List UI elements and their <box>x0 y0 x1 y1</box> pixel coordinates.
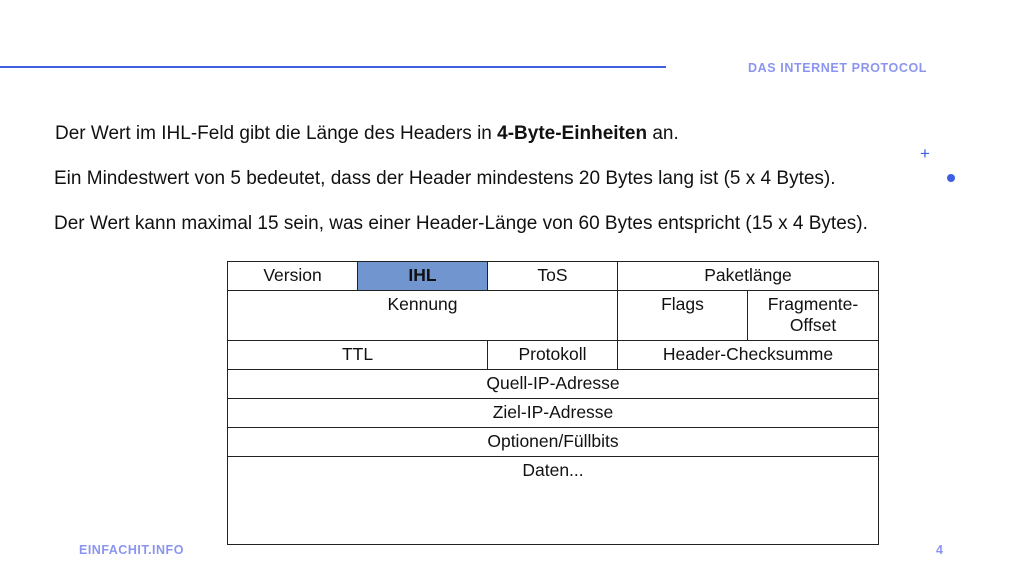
cell-daten: Daten... <box>228 457 879 545</box>
ip-header-table <box>227 261 879 545</box>
cell-fragment-offset-line2: Offset <box>789 315 837 335</box>
cell-protokoll: Protokoll <box>488 341 618 370</box>
page-number: 4 <box>936 543 943 557</box>
paragraph-minimum-value: Ein Mindestwert von 5 bedeutet, dass der Header mindestens 20 Bytes lang ist (5 x 4 Bytes). <box>54 168 836 189</box>
dot-icon <box>947 174 955 182</box>
cell-fragment-offset-line1: Fragmente- <box>767 294 859 314</box>
cell-kennung: Kennung <box>228 291 618 341</box>
cell-tos: ToS <box>488 262 618 291</box>
cell-ziel-ip: Ziel-IP-Adresse <box>228 399 879 428</box>
cell-version: Version <box>228 262 358 291</box>
cell-flags: Flags <box>618 291 748 341</box>
table-row <box>228 341 879 370</box>
table-row <box>228 370 879 399</box>
table-row <box>228 262 879 291</box>
cell-fragment-offset <box>748 291 879 341</box>
paragraph-ihl-unit-bold: 4-Byte-Einheiten <box>497 123 648 144</box>
paragraph-ihl-unit <box>55 123 679 145</box>
footer-site-name: EINFACHIT.INFO <box>79 543 184 557</box>
cell-ttl: TTL <box>228 341 488 370</box>
cell-quell-ip: Quell-IP-Adresse <box>228 370 879 399</box>
table-row <box>228 428 879 457</box>
cell-ihl-highlighted: IHL <box>358 262 488 291</box>
section-title: DAS INTERNET PROTOCOL <box>748 61 928 75</box>
table-row <box>228 399 879 428</box>
table-row <box>228 457 879 545</box>
paragraph-ihl-unit-text: Der Wert im IHL-Feld gibt die Länge des Headers in <box>55 123 498 144</box>
header-divider-line <box>0 66 666 68</box>
paragraph-maximum-value: Der Wert kann maximal 15 sein, was einer Header-Länge von 60 Bytes entspricht (15 x 4 Bytes). <box>54 213 868 234</box>
plus-icon: + <box>920 144 930 163</box>
cell-optionen: Optionen/Füllbits <box>228 428 879 457</box>
paragraph-ihl-unit-end: an. <box>647 123 679 144</box>
cell-paketlaenge: Paketlänge <box>618 262 879 291</box>
cell-header-checksumme: Header-Checksumme <box>618 341 879 370</box>
table-row <box>228 291 879 341</box>
